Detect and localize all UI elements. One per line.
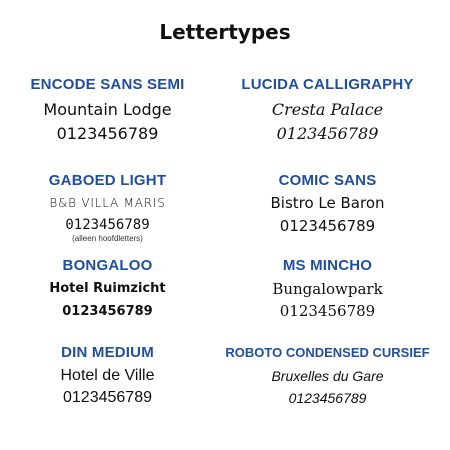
font-name: BONGALOO [62, 257, 153, 274]
font-sample-digits: 0123456789 [56, 124, 159, 143]
font-sample-text: Hotel de Ville [60, 367, 155, 384]
font-card-encode-sans-semi [0, 76, 215, 146]
font-card-ms-mincho [215, 257, 440, 322]
font-card-comic-sans [215, 172, 440, 238]
font-card-lucida-calligraphy [215, 76, 440, 146]
font-sample-text: Hotel Ruimzicht [49, 281, 166, 296]
font-sample-digits: 0123456789 [63, 389, 152, 406]
font-sample-text: Cresta Palace [271, 100, 384, 119]
font-card-roboto-condensed-cursief [215, 344, 440, 409]
font-name: MS MINCHO [282, 257, 373, 274]
font-name: DIN MEDIUM [61, 344, 154, 361]
font-name: LUCIDA CALLIGRAPHY [241, 76, 414, 93]
font-sample-digits: 0123456789 [276, 124, 379, 143]
font-name: COMIC SANS [278, 172, 377, 189]
font-name: ROBOTO CONDENSED CURSIEF [225, 345, 430, 360]
page-title: Lettertypes [159, 20, 291, 44]
font-sample-text: Mountain Lodge [43, 100, 172, 119]
font-card-gaboed-light [0, 172, 215, 244]
font-name: ENCODE SANS SEMI [30, 76, 185, 93]
font-sample-text: B&B VILLA MARIS [49, 196, 166, 210]
font-name: GABOED LIGHT [48, 172, 167, 189]
font-card-bongaloo [0, 257, 215, 324]
font-sample-digits: 0123456789 [65, 217, 150, 233]
font-sample-digits: 0123456789 [279, 217, 376, 235]
font-note: (alleen hoofdletters) [72, 234, 143, 243]
font-sample-digits: 0123456789 [279, 302, 376, 320]
font-sample-text: Bruxelles du Gare [271, 368, 384, 384]
font-sample-text: Bungalowpark [272, 280, 383, 298]
font-sample-text: Bistro Le Baron [270, 194, 385, 212]
font-sample-digits: 0123456789 [62, 304, 153, 319]
font-sample-digits: 0123456789 [288, 390, 367, 406]
font-card-din-medium [0, 344, 215, 409]
